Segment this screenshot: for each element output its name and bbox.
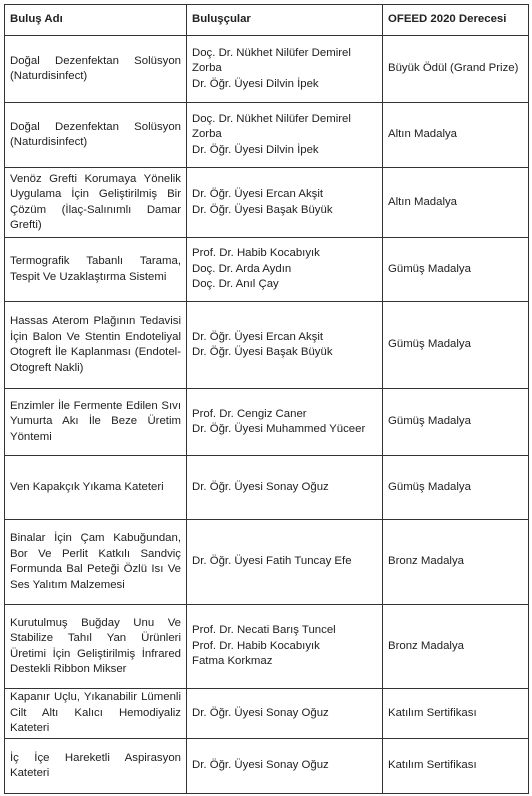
inventors-cell (187, 36, 383, 103)
table-row (5, 689, 529, 739)
table-row (5, 520, 529, 605)
award-cell: Büyük Ödül (Grand Prize) (383, 36, 529, 103)
inventors-cell (187, 103, 383, 168)
table-header-row (5, 5, 529, 36)
inventor-name: Dr. Öğr. Üyesi Ercan Akşit (192, 330, 324, 343)
table-row (5, 103, 529, 168)
invention-name: Enzimler İle Fermente Edilen Sıvı Yumurta Akı İle Beze Üretim Yöntemi (5, 389, 187, 456)
inventor-name: Doç. Dr. Nükhet Nilüfer Demirel Zorba (192, 112, 351, 141)
awards-table-container (4, 4, 529, 794)
inventors-cell (187, 456, 383, 520)
inventors-cell (187, 389, 383, 456)
inventors-cell (187, 238, 383, 302)
invention-name: Binalar İçin Çam Kabuğundan, Bor Ve Perlit Katkılı Sandviç Formunda Bal Peteği Özlü Isı Ve Ses Yalıtım Malzemesi (5, 520, 187, 605)
award-cell: Bronz Madalya (383, 605, 529, 689)
award-cell: Gümüş Madalya (383, 302, 529, 389)
inventor-name: Dr. Öğr. Üyesi Sonay Oğuz (192, 480, 329, 493)
invention-name: Kurutulmuş Buğday Unu Ve Stabilize Tahıl Yan Ürünleri Üretimi İçin Geliştirilmiş İnfrared Destekli Ribbon Mikser (5, 605, 187, 689)
header-award: OFEED 2020 Derecesi (383, 5, 529, 36)
inventor-name: Dr. Öğr. Üyesi Başak Büyük (192, 346, 333, 358)
award-cell: Altın Madalya (383, 168, 529, 238)
inventor-name: Doç. Dr. Anıl Çay (192, 278, 279, 291)
table-row (5, 168, 529, 238)
inventor-name: Doç. Dr. Arda Aydın (192, 262, 292, 275)
award-cell: Altın Madalya (383, 103, 529, 168)
header-invention-name: Buluş Adı (5, 5, 187, 36)
inventors-cell (187, 520, 383, 605)
table-row (5, 456, 529, 520)
table-row (5, 238, 529, 302)
table-row (5, 302, 529, 389)
inventor-name: Dr. Öğr. Üyesi Dilvin İpek (192, 143, 319, 156)
inventor-name: Dr. Öğr. Üyesi Sonay Oğuz (192, 759, 329, 772)
table-row (5, 739, 529, 794)
inventors-cell (187, 168, 383, 238)
table-row (5, 605, 529, 689)
award-cell: Katılım Sertifikası (383, 739, 529, 794)
header-inventors: Buluşçular (187, 5, 383, 36)
inventor-name: Dr. Öğr. Üyesi Fatih Tuncay Efe (192, 555, 352, 568)
inventor-name: Dr. Öğr. Üyesi Sonay Oğuz (192, 706, 329, 719)
table-row (5, 36, 529, 103)
inventor-name: Prof. Dr. Habib Kocabıyık (192, 639, 320, 652)
invention-name: İç İçe Hareketli Aspirasyon Kateteri (5, 739, 187, 794)
awards-table (4, 4, 529, 794)
inventor-name: Prof. Dr. Cengiz Caner (192, 407, 307, 420)
inventor-name: Dr. Öğr. Üyesi Dilvin İpek (192, 77, 319, 90)
table-row (5, 389, 529, 456)
inventor-name: Dr. Öğr. Üyesi Ercan Akşit (192, 188, 324, 200)
invention-name: Ven Kapakçık Yıkama Kateteri (5, 456, 187, 520)
invention-name: Doğal Dezenfektan Solüsyon (Naturdisinfect) (5, 36, 187, 103)
inventor-name: Dr. Öğr. Üyesi Muhammed Yüceer (192, 423, 366, 435)
inventors-cell (187, 739, 383, 794)
inventor-name: Prof. Dr. Habib Kocabıyık (192, 247, 320, 260)
award-cell: Katılım Sertifikası (383, 689, 529, 739)
invention-name: Hassas Aterom Plağının Tedavisi İçin Balon Ve Stentin Endoteliyal Otogreft İle Kaplanması (Endotel-Otogreft Nakli) (5, 302, 187, 389)
award-cell: Gümüş Madalya (383, 389, 529, 456)
inventor-name: Doç. Dr. Nükhet Nilüfer Demirel Zorba (192, 46, 351, 75)
award-cell: Bronz Madalya (383, 520, 529, 605)
inventor-name: Dr. Öğr. Üyesi Başak Büyük (192, 203, 333, 216)
inventor-name: Prof. Dr. Necati Barış Tuncel (192, 624, 336, 637)
invention-name: Doğal Dezenfektan Solüsyon (Naturdisinfect) (5, 103, 187, 168)
inventor-name: Fatma Korkmaz (192, 655, 273, 668)
award-cell: Gümüş Madalya (383, 238, 529, 302)
invention-name: Kapanır Uçlu, Yıkanabilir Lümenli Cilt Altı Kalıcı Hemodiyaliz Kateteri (5, 689, 187, 739)
inventors-cell (187, 605, 383, 689)
inventors-cell (187, 689, 383, 739)
award-cell: Gümüş Madalya (383, 456, 529, 520)
invention-name: Termografik Tabanlı Tarama, Tespit Ve Uzaklaştırma Sistemi (5, 238, 187, 302)
inventors-cell (187, 302, 383, 389)
invention-name: Venöz Grefti Korumaya Yönelik Uygulama İçin Geliştirilmiş Bir Çözüm (İlaç-Salınımlı Damar Grefti) (5, 168, 187, 238)
